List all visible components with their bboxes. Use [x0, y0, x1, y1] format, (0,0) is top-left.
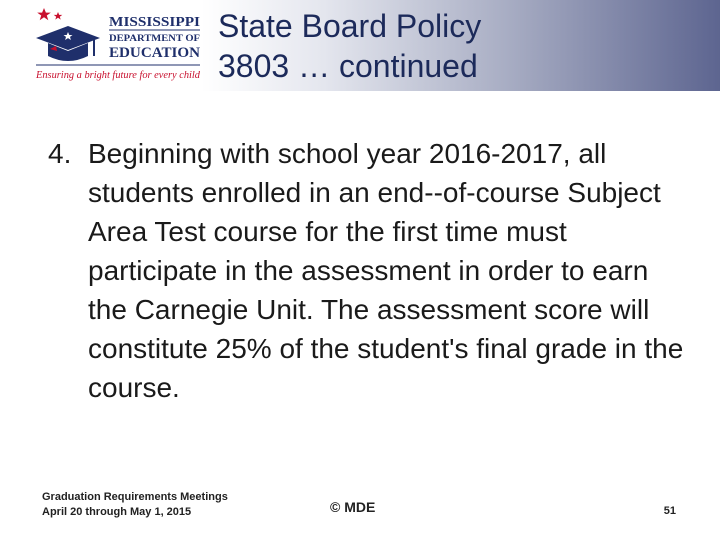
- footer-meeting-info: Graduation Requirements Meetings April 20 through May 1, 2015: [42, 491, 228, 518]
- list-item-text: Beginning with school year 2016-2017, all students enrolled in an end--of-course Subject Area Test course for the first time must participate in the assessment in order to earn the Carnegie Unit. The assessment score will constitute 25% of the student's final grade in the course.: [88, 138, 684, 403]
- page-title-line1: State Board Policy: [218, 8, 482, 44]
- logo-line2: DEPARTMENT OF: [109, 33, 201, 43]
- logo-tagline: Ensuring a bright future for every child: [34, 70, 202, 81]
- star-icon: [54, 12, 63, 20]
- mde-logo: [30, 2, 206, 88]
- star-icons: [37, 8, 62, 20]
- footer-copyright: © MDE: [330, 499, 376, 515]
- page-title: [218, 6, 618, 86]
- numbered-list-item: [48, 134, 688, 407]
- star-icon: [37, 8, 51, 20]
- graduation-cap-icon: [36, 26, 100, 61]
- header-banner: [0, 0, 720, 91]
- slide-number: 51: [663, 505, 676, 517]
- page-title-line2: 3803 … continued: [218, 48, 478, 84]
- logo-line3: EDUCATION: [109, 45, 201, 61]
- policy-content: [48, 134, 688, 407]
- logo-line1: MISSISSIPPI: [109, 15, 200, 30]
- list-item-number: 4.: [48, 138, 72, 169]
